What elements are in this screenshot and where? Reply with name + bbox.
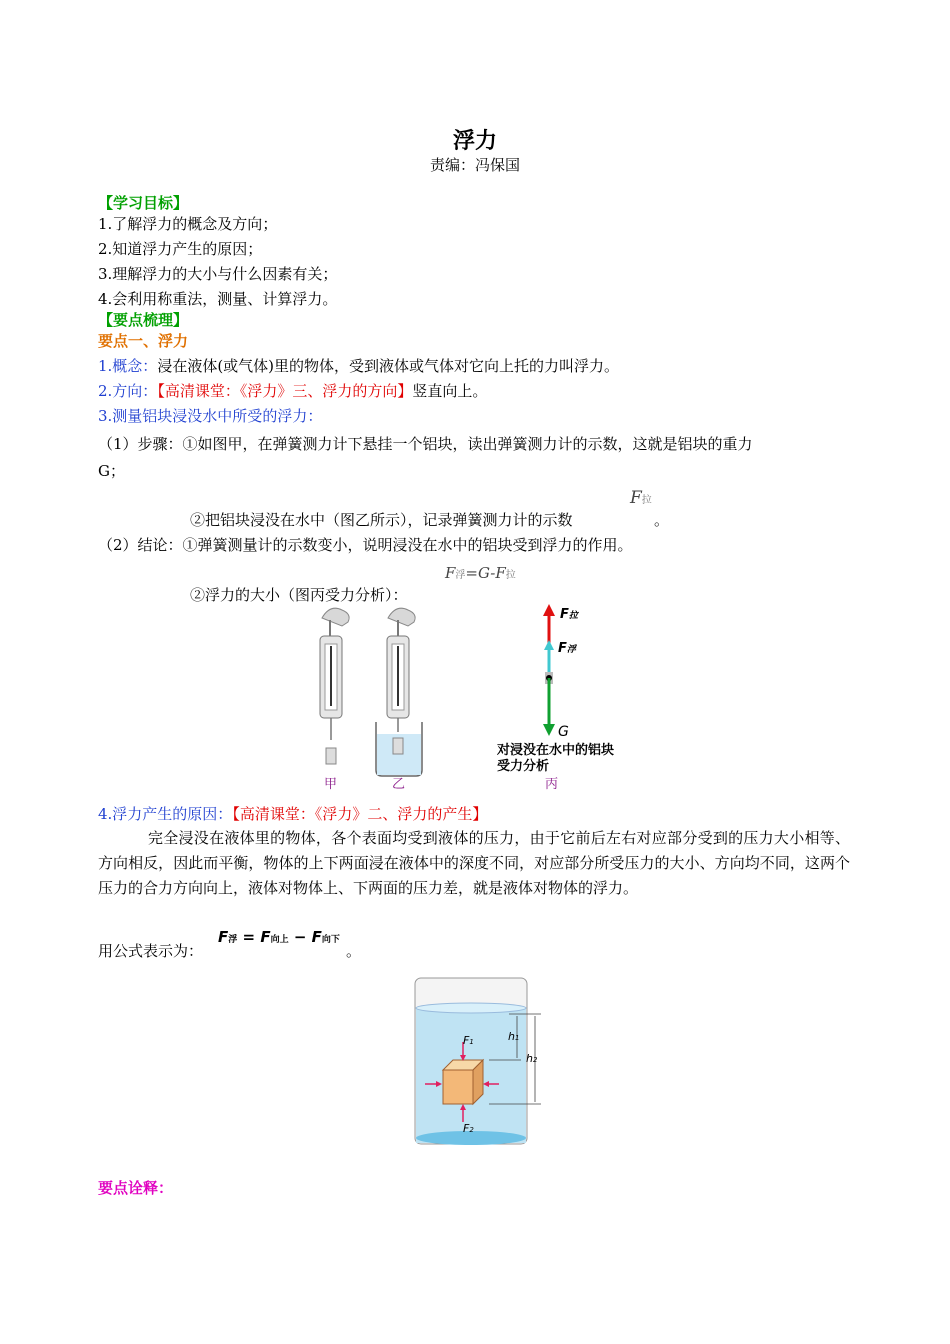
spring-scale-figure	[300, 600, 660, 795]
point1-heading: 要点一、浮力	[98, 332, 189, 350]
formula-intro: 用公式表示为：	[98, 942, 204, 960]
step2-end: 。	[654, 511, 670, 529]
formula-end: 。	[346, 942, 362, 960]
cube-label-h1: h1	[508, 1030, 520, 1043]
notes-heading: 要点诠释：	[98, 1179, 174, 1197]
step1-line2: G；	[98, 462, 125, 480]
measure-label: 3.测量铝块浸没水中所受的浮力：	[98, 407, 323, 425]
cause-line	[98, 803, 487, 824]
summary-heading: 【要点梳理】	[98, 311, 189, 329]
concept-label: 1.概念：	[98, 357, 158, 375]
conclusion1: （2）结论：①弹簧测量计的示数变小，说明浸没在水中的铝块受到浮力的作用。	[98, 536, 633, 554]
objective-item: 2.知道浮力产生的原因；	[98, 240, 263, 258]
direction-text: 竖直向上。	[412, 382, 488, 400]
cause-link[interactable]: 【高清课堂：《浮力》二、浮力的产生】	[232, 805, 488, 823]
f-la-symbol: F拉	[630, 488, 652, 508]
cause-label: 4.浮力产生的原因：	[98, 805, 233, 823]
label-bing: 丙	[545, 777, 559, 792]
cause-paragraph: 完全浸没在液体里的物体，各个表面均受到液体的压力，由于它前后左右对应部分受到的压力大小相等、方向相反，因此而平衡，物体的上下两面浸在液体中的深度不同，对应部分所受压力的大小、方向均不同，这两个压力的合力方向向上，液体对物体上、下两面的压力差，就是液体对物体的浮力。	[98, 829, 850, 897]
force-label-fla: F拉	[560, 607, 578, 622]
concept-line	[98, 355, 619, 376]
step2-text: ②把铝块浸没在水中（图乙所示），记录弹簧测力计的示数	[190, 511, 573, 529]
force-diagram	[543, 604, 555, 736]
direction-line	[98, 380, 487, 401]
objective-item: 4.会利用称重法，测量、计算浮力。	[98, 290, 338, 308]
direction-link[interactable]: 【高清课堂：《浮力》三、浮力的方向】	[157, 382, 413, 400]
cube-label-h2: h2	[526, 1052, 538, 1065]
objective-item: 3.理解浮力的大小与什么因素有关；	[98, 265, 338, 283]
cube-label-f2: F2	[463, 1122, 474, 1135]
objectives-heading: 【学习目标】	[98, 194, 189, 212]
analysis-caption-1: 对浸没在水中的铝块	[497, 743, 615, 758]
direction-label: 2.方向：	[98, 382, 158, 400]
analysis-caption-2: 受力分析	[497, 759, 550, 774]
cube-label-f1: F1	[463, 1034, 474, 1047]
buoyancy-formula: F浮=G-F拉	[445, 564, 516, 582]
step1-line1: （1）步骤：①如图甲，在弹簧测力计下悬挂一个铝块，读出弹簧测力计的示数，这就是铝块的重力	[98, 435, 753, 453]
conclusion2: ②浮力的大小（图丙受力分析）：	[190, 586, 408, 604]
scale-yi	[376, 608, 422, 776]
force-label-ffu: F浮	[558, 641, 576, 656]
force-label-g: G	[558, 724, 569, 740]
label-jia: 甲	[324, 777, 338, 792]
objective-item: 1.了解浮力的概念及方向；	[98, 215, 278, 233]
author-line: 责编：冯保国	[429, 156, 520, 174]
step2-line	[190, 509, 573, 530]
cube-in-liquid-figure	[405, 972, 555, 1152]
page-title: 浮力	[452, 128, 497, 154]
label-yi: 乙	[392, 777, 406, 792]
pressure-difference-formula: F浮 = F向上 − F向下	[218, 928, 340, 946]
concept-text: 浸在液体(或气体)里的物体，受到液体或气体对它向上托的力叫浮力。	[157, 357, 620, 375]
scale-jia	[320, 608, 349, 764]
